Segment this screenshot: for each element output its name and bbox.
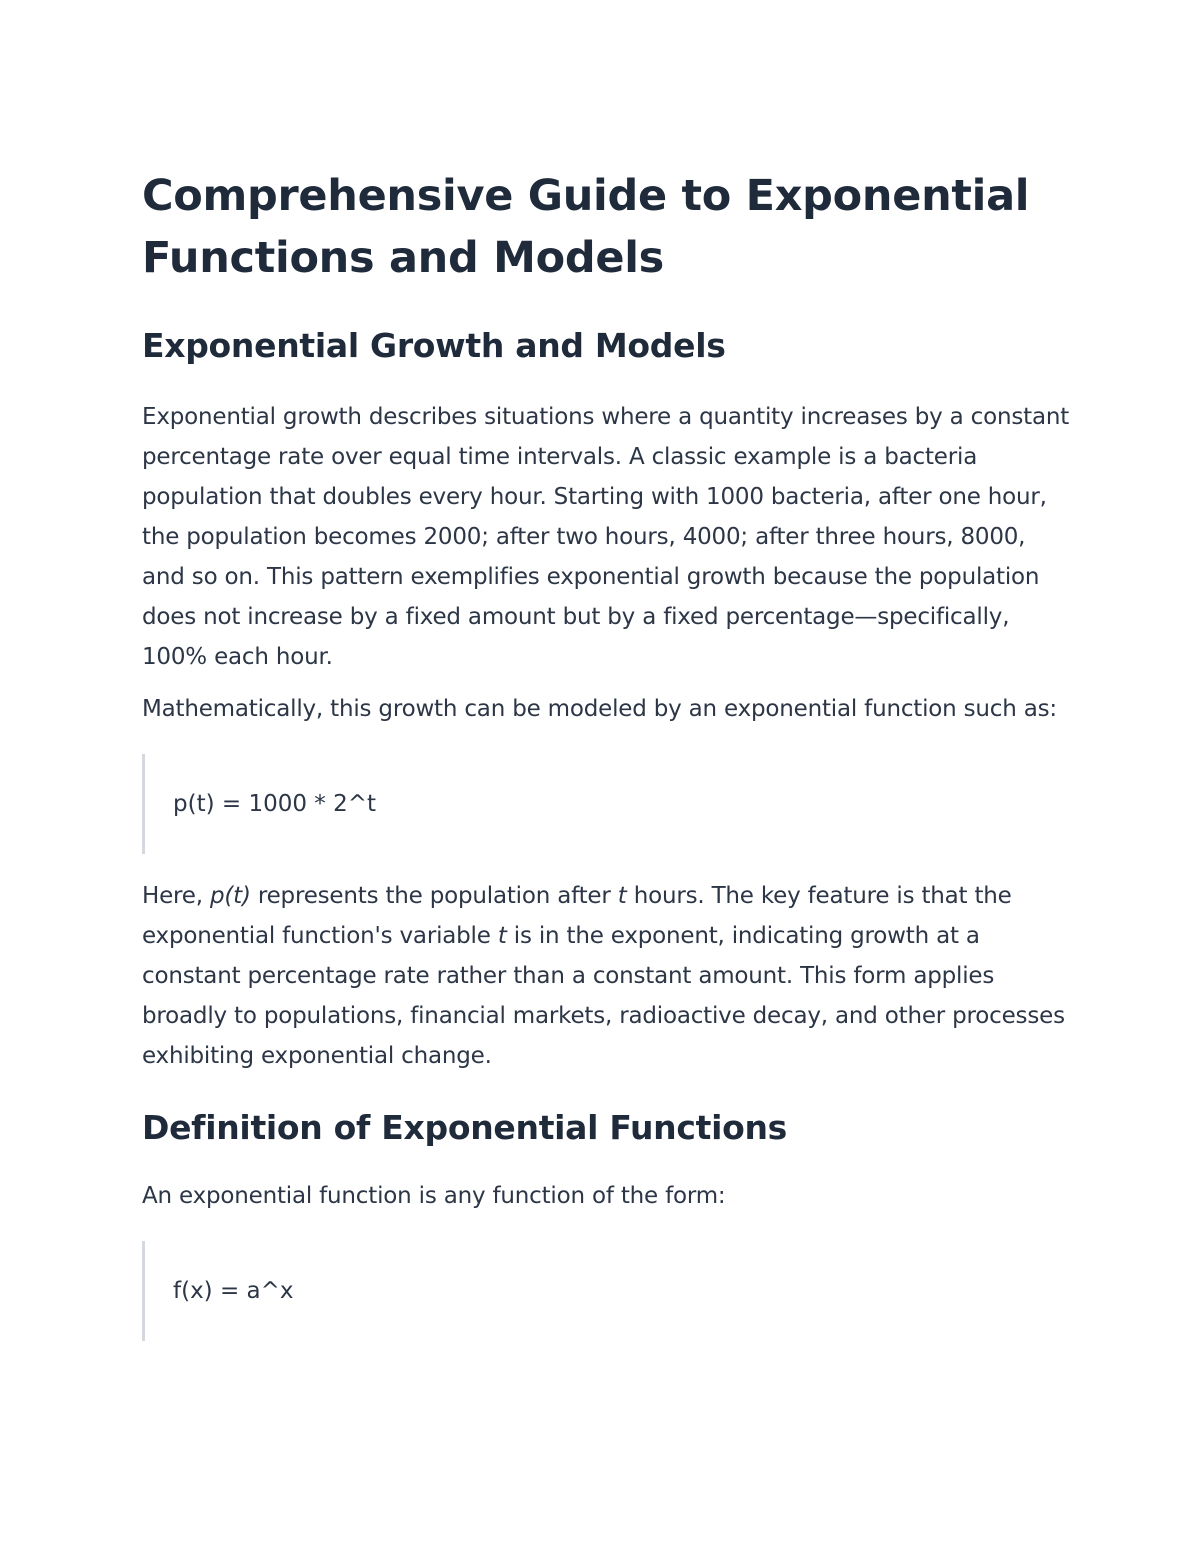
section-heading-definition: Definition of Exponential Functions bbox=[142, 1108, 787, 1147]
formula-population: p(t) = 1000 * 2^t bbox=[173, 791, 377, 817]
section-heading-growth: Exponential Growth and Models bbox=[142, 326, 726, 365]
growth-paragraph-intro: Exponential growth describes situations where a quantity increases by a constant percentage rate over equal time intervals. A classic example is a bacteria population that doubles every hour. Starting with 1000 bacteria, after one hour, the population becomes 2000; after two hours, 4000; after three hours, 8000, and so on. This pattern exemplifies exponential growth because the population does not increase by a fixed amount but by a fixed percentage—specifically, 100% each hour. bbox=[142, 404, 1070, 670]
document-page bbox=[142, 165, 1072, 1341]
page-title: Comprehensive Guide to Exponential Functions and Models bbox=[142, 171, 1030, 283]
variable-t: t bbox=[497, 923, 507, 949]
growth-paragraph-explanation bbox=[142, 876, 1072, 1076]
variable-t: t bbox=[617, 883, 627, 909]
text-fragment: is in the exponent, indicating growth at a constant percentage rate rather than a constant amount. This form applies broadly to populations, financial markets, radioactive decay, and other processes exhibiting exponential change. bbox=[142, 923, 1065, 1069]
variable-p-of-t: p(t) bbox=[209, 883, 251, 909]
formula-block-definition bbox=[142, 1241, 1072, 1341]
formula-block-population bbox=[142, 754, 1072, 854]
formula-definition: f(x) = a^x bbox=[173, 1278, 294, 1304]
text-fragment: Here, bbox=[142, 883, 210, 909]
text-fragment: represents the population after bbox=[250, 883, 618, 909]
growth-paragraph-model: Mathematically, this growth can be modeled by an exponential function such as: bbox=[142, 696, 1057, 722]
definition-paragraph: An exponential function is any function of the form: bbox=[142, 1183, 726, 1209]
text-fragment: hours. The key feature is that the exponential function's variable bbox=[142, 883, 1012, 949]
